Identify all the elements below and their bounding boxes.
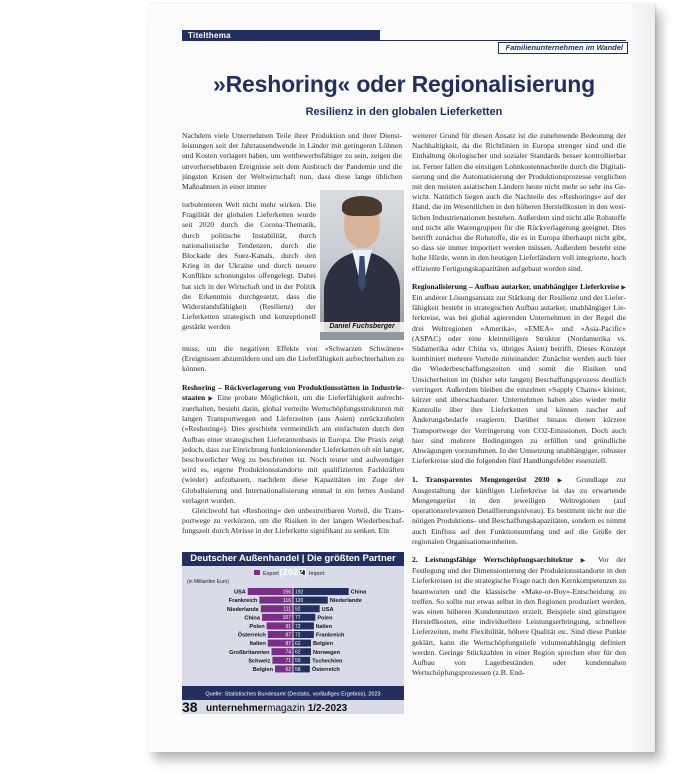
export-value-label: 87 <box>285 632 291 639</box>
item2-section <box>412 555 626 678</box>
import-country-label: Frankreich <box>315 632 345 639</box>
export-country-label: Polen <box>249 624 265 630</box>
export-value-label: 111 <box>283 606 291 613</box>
intro-paragraph-top <box>182 131 402 192</box>
author-photo <box>320 190 404 340</box>
arrow-icon: ▶ <box>580 557 591 564</box>
reshoring-section <box>182 383 404 506</box>
export-value-label: 74 <box>285 649 291 656</box>
arrow-icon: ▶ <box>557 477 569 484</box>
section-header <box>182 30 380 41</box>
import-country-label: Belgien <box>312 641 334 648</box>
magazine-page <box>148 4 655 752</box>
section-label: Titelthema <box>188 31 231 40</box>
intro-end-text: muss, um die negativen Effekte von »Schwarzen Schwänen« (Ereignissen abzumildern und um die Lieferfähigkeit aufrechterhalten zu können. <box>182 344 404 374</box>
export-country-label: Großbritannien <box>229 649 270 656</box>
chart-canvas <box>182 566 404 700</box>
chart-title: Deutscher Außenhandel | Die größten Partner (2022) <box>190 553 396 578</box>
export-country-label: Österreich <box>237 632 266 639</box>
export-value-label: 107 <box>282 615 291 622</box>
export-country-label: Frankreich <box>228 598 258 605</box>
item2-body: Vor der Festlegung und der Dimensionierung der Produktionsstandorte in den Lieferkreisen ist die strategische Frage nach den Kernkompetenzen zu beantworten und die klassische »Make-or-Buy«-Entscheidung zu treffen. So sollte nur etwas selbst in den Regionen produziert werden, was einen höheren Kundennutzen erzielt. Beispiele sind günstigere Herstellkosten, eine individuellere Leistungserbringung, schnellere Lieferzeiten, mehr Flexibilität, höhere Qualität etc. Sind diese Punkte geklärt, kann die Wertschöpfungstiefe volumenabhängig definiert werden. Geringe Stückzahlen in einer Region sprechen eher für den Aufbau von Lagerbeständen oder kundennahen Wertschöpfungsprozessen (z.B. End- <box>412 554 626 678</box>
export-country-label: Belgien <box>252 667 274 673</box>
magazine-brand <box>206 702 347 716</box>
chart-unit-label: (in Milliarden Euro) <box>187 579 229 585</box>
legend-export-swatch <box>254 570 260 575</box>
import-value-label: 62 <box>295 641 301 647</box>
page-number: 38 <box>182 699 198 715</box>
import-value-label: 77 <box>295 615 301 622</box>
item1-heading: 1. Transparentes Mengengerüst 2030 <box>412 474 550 484</box>
export-value-label: 87 <box>285 641 291 647</box>
import-country-label: Österreich <box>311 667 340 673</box>
import-country-label: Niederlande <box>329 598 362 605</box>
import-value-label: 72 <box>295 632 301 639</box>
photo-hair <box>342 196 382 216</box>
brand-bold: unternehmer <box>206 703 268 714</box>
column1-lower <box>182 344 404 537</box>
export-country-label: Niederlande <box>226 606 259 613</box>
intro-paragraph-wrap <box>182 200 316 333</box>
article-title: »Reshoring« oder Regionalisierung <box>213 71 595 97</box>
series-label: Familienunternehmen im Wandel <box>505 43 623 52</box>
item1-body: Grundlage zur Ausgestaltung der künftigen Lieferkreise ist das zu erwartende Mengengerüst in den jeweiligen Weltregionen (auf operationsrelevanten Detaillierungsniveau). Es bestimmt nicht nur die nötigen Produktions- und Beschaffungskapazitäten, sondern es nimmt auch Einfluss auf den Funktionsumfang und auf die Größe der regionalen Organisationseinheiten. <box>412 474 627 546</box>
export-country-label: Italien <box>249 641 266 648</box>
reshoring-body2: Gleichwohl hat »Reshoring« den unbestreitbaren Vorteil, die Transportwege zu verkürzen, um die Risiken in der langen Wiederbeschaffungszeit durch Abrisse in der Lieferkette signifikant zu senken. Ein <box>182 506 404 536</box>
import-value-label: 120 <box>295 598 304 604</box>
intro-text: Nachdem viele Unternehmen Teile ihrer Produktion und ihrer Dienstleistungen seit der Jahrtausendwende in Länder mit geringeren Löhnen und Kosten verlagert haben, um wettbewerbsfähiger zu sein, zeigen die unvorhersehbaren Ereignisse seit dem Ausbruch der Pandemie und die jüngsten Krisen der Weltwirtschaft nun, dass diese lange üblichen Maßnahmen in einer immer <box>182 131 402 192</box>
reshoring-body: Eine probate Möglichkeit, um die Lieferfähigkeit aufrechtzuerhalten, besteht darin, global verteilte Wertschöpfungsstrukturen mit langen Transportwegen und Lieferzeiten (aus Asien) zurückzuholen (»Reshoring«). Dies geschieht vermeintlich am einfachsten durch den Aufbau einer strategischen Lieferantenbasis in Europa. Die Praxis zeigt jedoch, dass zur Einrichtung funktionierender Lieferketten oft ein langer, beschwerlicher Weg zu beschreiten ist. Noch teurer und aufwendiger wird es, eigene Produktionsstandorte mit qualifizierten Fachkräften (wieder) aufzubauen, nachdem diese Kapazitäten im Zuge der Globalisierung und Internationalisierung einmal in ein fernes Ausland verlagert wurden. <box>182 392 404 505</box>
regionalisierung-section <box>412 282 626 467</box>
item1-section <box>412 475 626 547</box>
export-country-label: USA <box>233 589 246 596</box>
legend-export-label: Export <box>263 571 279 577</box>
brand-thin: magazin <box>267 703 305 714</box>
import-country-label: Italien <box>315 624 333 630</box>
reshoring-heading: Reshoring – Rückverlagerung von Produktionsstätten in Industriestaaten <box>182 382 404 402</box>
import-value-label: 58 <box>295 666 301 673</box>
import-value-label: 72 <box>295 623 301 630</box>
item2-heading: 2. Leistungsfähige Wertschöpfungsarchitektur <box>412 554 574 564</box>
arrow-icon: ▶ <box>208 395 215 402</box>
import-value-label: 92 <box>295 606 301 613</box>
article-subtitle: Resilienz in den globalen Lieferketten <box>305 106 503 118</box>
region-heading: Regionalisierung – Aufbau autarker, unabhängiger Lieferkreise <box>412 281 620 291</box>
export-value-label: 91 <box>285 623 291 630</box>
issue-label: 1/2-2023 <box>307 703 348 714</box>
import-country-label: Tschechien <box>312 658 343 665</box>
import-country-label: Polen <box>317 615 333 622</box>
region-body: Ein anderer Lösungsansatz zur Stärkung der Resilienz und der Lieferfähigkeit besteht in strategischen Aufbau autarker, unabhängiger Lieferkreise, was bei global agierenden Unternehmen in der Regel die drei Weltregionen »Amerika«, »EMEA« und »Asia-Pacific« (ASPAC) oder eine kleinteiligere Struktur (Nordamerika vs. Südamerika oder China vs. übriges Asien) betrifft. Dieses Konzept kombiniert mehrere Vorteile miteinander: Zunächst werden auch hier die Wiederbeschaffungszeiten und somit die Risiken und Unsicherheiten im (bisher sehr langen) Beschaffungsprozess deutlich verringert. Außerdem bleiben die einzelnen »Supply Chains« kleiner, kürzer und überschaubarer. Unternehmen haben also wieder mehr Kontrolle über ihre Lieferketten und können rascher auf Änderungsbedarfe reagieren. Darüber hinaus dienen kürzere Transportwege der Verringerung von CO2-Emissionen. Doch auch hier sind mehrere Bedingungen zu erfüllen und gründliche Abwägungen vorzunehmen. In der Umsetzung unabhängiger, robuster Lieferkreise sind die folgenden fünf Handlungsfelder essenziell. <box>412 293 626 466</box>
photo-caption: Daniel Fuchsberger <box>320 322 404 332</box>
export-country-label: China <box>244 615 260 622</box>
col2-paragraph1: weiterer Grund für diesen Ansatz ist die zunehmende Bedeutung der Nachhaltigkeit, da die Richtlinien in Europa strenger sind und die Einhaltung ökologischer und sozialer Standards besser kontrollierbar ist. Ferner fallen die einstigen Lohnkostennachteile durch die Digitalisierung und die Automatisierung der Produktionsprozesse verglichen mit den meisten asiatischen Ländern heute nicht mehr so sehr ins Gewicht. Natürlich liegen auch die Nachteile des »Reshorings« auf der Hand, die im Wesentlichen in den höheren Herstellkosten in den westlichen Industrienationen bestehen. Außerdem sind nicht alle Rohstoffe und nicht alle Warengruppen für die Rückverlagerung geeignet. Dies betrifft zunächst die Rohstoffe, die es in Europa überhaupt nicht gibt, so dass sie immer importiert werden müssen. Außerdem besteht eine hohe Hürde, wenn in den heutigen Lieferländern voll integrierte, hoch effiziente Fertigungskapazitäten aufgebaut worden sind. <box>412 131 626 273</box>
header-rule <box>380 40 626 41</box>
arrow-icon: ▶ <box>621 284 626 291</box>
legend-import-label: Import <box>309 571 325 577</box>
import-country-label: USA <box>321 606 334 613</box>
export-value-label: 156 <box>282 589 291 596</box>
import-country-label: Norwegen <box>312 649 341 656</box>
import-value-label: 62 <box>295 649 301 656</box>
column2 <box>412 131 626 678</box>
import-value-label: 59 <box>295 658 301 665</box>
export-value-label: 62 <box>285 666 291 673</box>
import-country-label: China <box>350 589 367 596</box>
intro-wrap-text: turbulenteren Welt nicht mehr wirken. Die Fragilität der globalen Lieferketten wurde seit 2020 durch die Corona-Thematik, durch politische Instabilität, durch nationalistische Tendenzen, durch die Blockade des Suez-Kanals, durch den Krieg in der Ukraine und durch neuere Konflikte schonungslos offengelegt. Dabei hat sich in der Wirtschaft und in der Politik die Erkenntnis durchgesetzt, dass die Widerstandsfähigkeit (Resilienz) der Lieferketten strategisch und konzeptionell gestärkt werden <box>182 200 316 332</box>
export-value-label: 71 <box>285 658 291 665</box>
series-header <box>498 42 628 54</box>
import-value-label: 192 <box>295 589 304 596</box>
export-value-label: 116 <box>283 598 291 604</box>
chart-source: Quelle: Statistisches Bundesamt (Destatis, vorläufiges Ergebnis), 2023 <box>205 691 381 698</box>
export-country-label: Schweiz <box>248 658 271 665</box>
